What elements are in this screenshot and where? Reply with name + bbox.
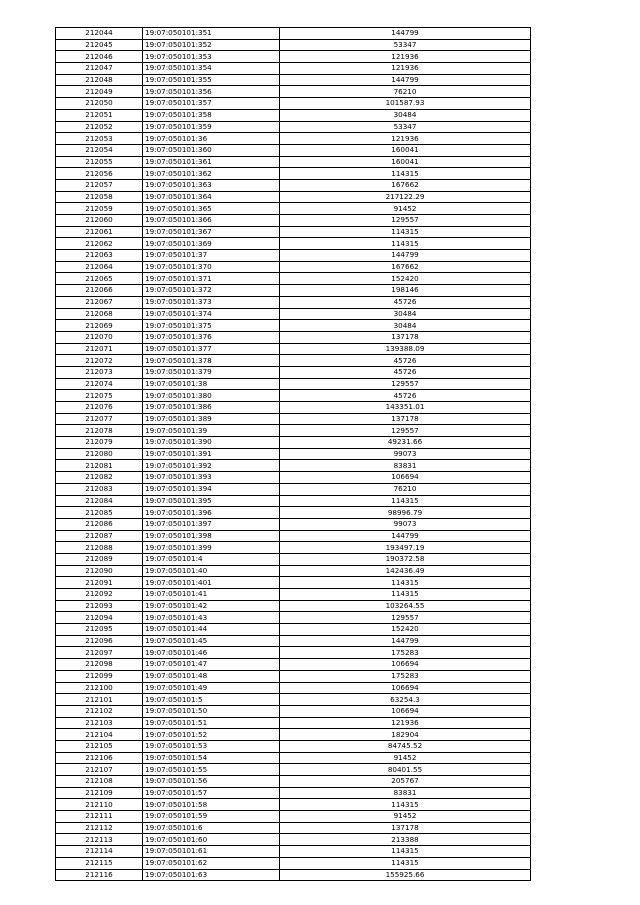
cadastral-number-cell: 19:07:050101:40 — [143, 565, 280, 577]
table-row — [56, 764, 531, 776]
value-cell: 98996.79 — [280, 507, 531, 519]
table-row — [56, 752, 531, 764]
table-row — [56, 811, 531, 823]
value-cell: 99073 — [280, 518, 531, 530]
cadastral-number-cell: 19:07:050101:42 — [143, 600, 280, 612]
table-row — [56, 74, 531, 86]
table-row — [56, 250, 531, 262]
cadastral-number-cell: 19:07:050101:392 — [143, 460, 280, 472]
table-row — [56, 483, 531, 495]
cadastral-number-cell: 19:07:050101:54 — [143, 752, 280, 764]
table-body — [56, 28, 531, 881]
row-id-cell: 212078 — [56, 425, 143, 437]
row-id-cell: 212067 — [56, 296, 143, 308]
row-id-cell: 212052 — [56, 121, 143, 133]
value-cell: 137178 — [280, 331, 531, 343]
cadastral-number-cell: 19:07:050101:370 — [143, 261, 280, 273]
cadastral-number-cell: 19:07:050101:53 — [143, 740, 280, 752]
value-cell: 30484 — [280, 109, 531, 121]
table-row — [56, 144, 531, 156]
value-cell: 175283 — [280, 670, 531, 682]
value-cell: 160041 — [280, 144, 531, 156]
cadastral-number-cell: 19:07:050101:389 — [143, 413, 280, 425]
cadastral-number-cell: 19:07:050101:52 — [143, 729, 280, 741]
value-cell: 45726 — [280, 390, 531, 402]
value-cell: 103264.55 — [280, 600, 531, 612]
table-row — [56, 834, 531, 846]
cadastral-number-cell: 19:07:050101:399 — [143, 542, 280, 554]
value-cell: 175283 — [280, 647, 531, 659]
value-cell: 129557 — [280, 215, 531, 227]
cadastral-number-cell: 19:07:050101:61 — [143, 846, 280, 858]
value-cell: 142436.49 — [280, 565, 531, 577]
table-row — [56, 577, 531, 589]
data-table — [55, 27, 531, 881]
table-row — [56, 495, 531, 507]
row-id-cell: 212044 — [56, 28, 143, 40]
cadastral-number-cell: 19:07:050101:362 — [143, 168, 280, 180]
row-id-cell: 212076 — [56, 402, 143, 414]
cadastral-number-cell: 19:07:050101:359 — [143, 121, 280, 133]
cadastral-number-cell: 19:07:050101:352 — [143, 39, 280, 51]
value-cell: 106694 — [280, 472, 531, 484]
row-id-cell: 212112 — [56, 822, 143, 834]
value-cell: 83831 — [280, 787, 531, 799]
cadastral-number-cell: 19:07:050101:401 — [143, 577, 280, 589]
row-id-cell: 212094 — [56, 612, 143, 624]
value-cell: 121936 — [280, 717, 531, 729]
cadastral-number-cell: 19:07:050101:363 — [143, 179, 280, 191]
value-cell: 114315 — [280, 577, 531, 589]
table-row — [56, 86, 531, 98]
table-row — [56, 378, 531, 390]
value-cell: 213388 — [280, 834, 531, 846]
table-row — [56, 226, 531, 238]
value-cell: 76210 — [280, 86, 531, 98]
cadastral-number-cell: 19:07:050101:360 — [143, 144, 280, 156]
table-row — [56, 553, 531, 565]
cadastral-number-cell: 19:07:050101:39 — [143, 425, 280, 437]
table-row — [56, 729, 531, 741]
cadastral-number-cell: 19:07:050101:49 — [143, 682, 280, 694]
row-id-cell: 212103 — [56, 717, 143, 729]
value-cell: 129557 — [280, 612, 531, 624]
cadastral-number-cell: 19:07:050101:57 — [143, 787, 280, 799]
row-id-cell: 212095 — [56, 624, 143, 636]
row-id-cell: 212100 — [56, 682, 143, 694]
table-row — [56, 366, 531, 378]
cadastral-number-cell: 19:07:050101:361 — [143, 156, 280, 168]
table-row — [56, 659, 531, 671]
row-id-cell: 212098 — [56, 659, 143, 671]
table-row — [56, 518, 531, 530]
row-id-cell: 212101 — [56, 694, 143, 706]
row-id-cell: 212090 — [56, 565, 143, 577]
value-cell: 30484 — [280, 320, 531, 332]
value-cell: 205767 — [280, 776, 531, 788]
row-id-cell: 212070 — [56, 331, 143, 343]
table-row — [56, 308, 531, 320]
table-row — [56, 320, 531, 332]
cadastral-number-cell: 19:07:050101:373 — [143, 296, 280, 308]
value-cell: 49231.66 — [280, 437, 531, 449]
table-row — [56, 191, 531, 203]
table-row — [56, 460, 531, 472]
value-cell: 53347 — [280, 39, 531, 51]
value-cell: 45726 — [280, 355, 531, 367]
row-id-cell: 212114 — [56, 846, 143, 858]
cadastral-number-cell: 19:07:050101:394 — [143, 483, 280, 495]
table-row — [56, 109, 531, 121]
table-row — [56, 869, 531, 881]
table-row — [56, 787, 531, 799]
table-row — [56, 28, 531, 40]
value-cell: 198146 — [280, 285, 531, 297]
row-id-cell: 212069 — [56, 320, 143, 332]
row-id-cell: 212075 — [56, 390, 143, 402]
value-cell: 121936 — [280, 51, 531, 63]
document-page — [55, 27, 531, 881]
cadastral-number-cell: 19:07:050101:393 — [143, 472, 280, 484]
row-id-cell: 212113 — [56, 834, 143, 846]
cadastral-number-cell: 19:07:050101:58 — [143, 799, 280, 811]
cadastral-number-cell: 19:07:050101:60 — [143, 834, 280, 846]
row-id-cell: 212077 — [56, 413, 143, 425]
cadastral-number-cell: 19:07:050101:43 — [143, 612, 280, 624]
value-cell: 121936 — [280, 63, 531, 75]
table-row — [56, 51, 531, 63]
cadastral-number-cell: 19:07:050101:356 — [143, 86, 280, 98]
value-cell: 76210 — [280, 483, 531, 495]
value-cell: 143351.01 — [280, 402, 531, 414]
value-cell: 182904 — [280, 729, 531, 741]
row-id-cell: 212065 — [56, 273, 143, 285]
cadastral-number-cell: 19:07:050101:63 — [143, 869, 280, 881]
row-id-cell: 212097 — [56, 647, 143, 659]
cadastral-number-cell: 19:07:050101:354 — [143, 63, 280, 75]
table-row — [56, 612, 531, 624]
cadastral-number-cell: 19:07:050101:375 — [143, 320, 280, 332]
row-id-cell: 212106 — [56, 752, 143, 764]
table-row — [56, 168, 531, 180]
table-row — [56, 285, 531, 297]
cadastral-number-cell: 19:07:050101:377 — [143, 343, 280, 355]
value-cell: 91452 — [280, 203, 531, 215]
value-cell: 193497.19 — [280, 542, 531, 554]
row-id-cell: 212116 — [56, 869, 143, 881]
table-row — [56, 776, 531, 788]
value-cell: 84745.52 — [280, 740, 531, 752]
row-id-cell: 212051 — [56, 109, 143, 121]
row-id-cell: 212056 — [56, 168, 143, 180]
table-row — [56, 846, 531, 858]
table-row — [56, 694, 531, 706]
value-cell: 83831 — [280, 460, 531, 472]
cadastral-number-cell: 19:07:050101:357 — [143, 98, 280, 110]
cadastral-number-cell: 19:07:050101:374 — [143, 308, 280, 320]
cadastral-number-cell: 19:07:050101:372 — [143, 285, 280, 297]
cadastral-number-cell: 19:07:050101:378 — [143, 355, 280, 367]
value-cell: 114315 — [280, 589, 531, 601]
value-cell: 114315 — [280, 238, 531, 250]
cadastral-number-cell: 19:07:050101:44 — [143, 624, 280, 636]
row-id-cell: 212111 — [56, 811, 143, 823]
cadastral-number-cell: 19:07:050101:390 — [143, 437, 280, 449]
row-id-cell: 212079 — [56, 437, 143, 449]
cadastral-number-cell: 19:07:050101:4 — [143, 553, 280, 565]
cadastral-number-cell: 19:07:050101:56 — [143, 776, 280, 788]
cadastral-number-cell: 19:07:050101:366 — [143, 215, 280, 227]
table-row — [56, 63, 531, 75]
table-row — [56, 799, 531, 811]
value-cell: 190372.58 — [280, 553, 531, 565]
cadastral-number-cell: 19:07:050101:364 — [143, 191, 280, 203]
cadastral-number-cell: 19:07:050101:51 — [143, 717, 280, 729]
row-id-cell: 212110 — [56, 799, 143, 811]
table-row — [56, 425, 531, 437]
cadastral-number-cell: 19:07:050101:395 — [143, 495, 280, 507]
table-row — [56, 273, 531, 285]
row-id-cell: 212109 — [56, 787, 143, 799]
row-id-cell: 212048 — [56, 74, 143, 86]
value-cell: 106694 — [280, 659, 531, 671]
cadastral-number-cell: 19:07:050101:376 — [143, 331, 280, 343]
table-row — [56, 437, 531, 449]
value-cell: 129557 — [280, 378, 531, 390]
value-cell: 167662 — [280, 261, 531, 273]
table-row — [56, 647, 531, 659]
table-row — [56, 635, 531, 647]
row-id-cell: 212086 — [56, 518, 143, 530]
row-id-cell: 212085 — [56, 507, 143, 519]
cadastral-number-cell: 19:07:050101:397 — [143, 518, 280, 530]
value-cell: 129557 — [280, 425, 531, 437]
row-id-cell: 212057 — [56, 179, 143, 191]
table-row — [56, 542, 531, 554]
row-id-cell: 212064 — [56, 261, 143, 273]
cadastral-number-cell: 19:07:050101:379 — [143, 366, 280, 378]
cadastral-number-cell: 19:07:050101:371 — [143, 273, 280, 285]
row-id-cell: 212073 — [56, 366, 143, 378]
table-row — [56, 705, 531, 717]
value-cell: 155925.66 — [280, 869, 531, 881]
row-id-cell: 212068 — [56, 308, 143, 320]
row-id-cell: 212072 — [56, 355, 143, 367]
cadastral-number-cell: 19:07:050101:358 — [143, 109, 280, 121]
table-row — [56, 565, 531, 577]
table-row — [56, 355, 531, 367]
table-row — [56, 402, 531, 414]
value-cell: 91452 — [280, 752, 531, 764]
row-id-cell: 212088 — [56, 542, 143, 554]
row-id-cell: 212089 — [56, 553, 143, 565]
value-cell: 53347 — [280, 121, 531, 133]
value-cell: 152420 — [280, 273, 531, 285]
cadastral-number-cell: 19:07:050101:6 — [143, 822, 280, 834]
cadastral-number-cell: 19:07:050101:47 — [143, 659, 280, 671]
value-cell: 63254.3 — [280, 694, 531, 706]
cadastral-number-cell: 19:07:050101:41 — [143, 589, 280, 601]
cadastral-number-cell: 19:07:050101:5 — [143, 694, 280, 706]
row-id-cell: 212105 — [56, 740, 143, 752]
row-id-cell: 212074 — [56, 378, 143, 390]
value-cell: 144799 — [280, 635, 531, 647]
value-cell: 30484 — [280, 308, 531, 320]
cadastral-number-cell: 19:07:050101:45 — [143, 635, 280, 647]
row-id-cell: 212093 — [56, 600, 143, 612]
table-row — [56, 530, 531, 542]
cadastral-number-cell: 19:07:050101:37 — [143, 250, 280, 262]
cadastral-number-cell: 19:07:050101:386 — [143, 402, 280, 414]
row-id-cell: 212102 — [56, 705, 143, 717]
value-cell: 144799 — [280, 250, 531, 262]
table-row — [56, 215, 531, 227]
table-row — [56, 121, 531, 133]
value-cell: 144799 — [280, 74, 531, 86]
value-cell: 114315 — [280, 168, 531, 180]
row-id-cell: 212080 — [56, 448, 143, 460]
cadastral-number-cell: 19:07:050101:38 — [143, 378, 280, 390]
row-id-cell: 212059 — [56, 203, 143, 215]
cadastral-number-cell: 19:07:050101:355 — [143, 74, 280, 86]
cadastral-number-cell: 19:07:050101:391 — [143, 448, 280, 460]
value-cell: 101587.93 — [280, 98, 531, 110]
row-id-cell: 212071 — [56, 343, 143, 355]
value-cell: 99073 — [280, 448, 531, 460]
value-cell: 91452 — [280, 811, 531, 823]
value-cell: 144799 — [280, 530, 531, 542]
row-id-cell: 212115 — [56, 857, 143, 869]
table-row — [56, 822, 531, 834]
cadastral-number-cell: 19:07:050101:367 — [143, 226, 280, 238]
value-cell: 45726 — [280, 366, 531, 378]
value-cell: 114315 — [280, 495, 531, 507]
table-row — [56, 261, 531, 273]
table-row — [56, 203, 531, 215]
row-id-cell: 212047 — [56, 63, 143, 75]
table-row — [56, 624, 531, 636]
row-id-cell: 212066 — [56, 285, 143, 297]
row-id-cell: 212104 — [56, 729, 143, 741]
table-row — [56, 296, 531, 308]
row-id-cell: 212061 — [56, 226, 143, 238]
row-id-cell: 212055 — [56, 156, 143, 168]
value-cell: 160041 — [280, 156, 531, 168]
value-cell: 167662 — [280, 179, 531, 191]
row-id-cell: 212058 — [56, 191, 143, 203]
value-cell: 144799 — [280, 28, 531, 40]
row-id-cell: 212046 — [56, 51, 143, 63]
row-id-cell: 212054 — [56, 144, 143, 156]
table-row — [56, 133, 531, 145]
table-row — [56, 331, 531, 343]
value-cell: 137178 — [280, 413, 531, 425]
value-cell: 114315 — [280, 857, 531, 869]
row-id-cell: 212091 — [56, 577, 143, 589]
cadastral-number-cell: 19:07:050101:59 — [143, 811, 280, 823]
table-row — [56, 507, 531, 519]
table-row — [56, 238, 531, 250]
table-row — [56, 857, 531, 869]
table-row — [56, 156, 531, 168]
value-cell: 139388.09 — [280, 343, 531, 355]
value-cell: 45726 — [280, 296, 531, 308]
table-row — [56, 39, 531, 51]
value-cell: 106694 — [280, 682, 531, 694]
value-cell: 114315 — [280, 226, 531, 238]
table-row — [56, 179, 531, 191]
cadastral-number-cell: 19:07:050101:396 — [143, 507, 280, 519]
cadastral-number-cell: 19:07:050101:369 — [143, 238, 280, 250]
value-cell: 152420 — [280, 624, 531, 636]
cadastral-number-cell: 19:07:050101:46 — [143, 647, 280, 659]
value-cell: 80401.55 — [280, 764, 531, 776]
value-cell: 137178 — [280, 822, 531, 834]
row-id-cell: 212053 — [56, 133, 143, 145]
value-cell: 114315 — [280, 799, 531, 811]
value-cell: 114315 — [280, 846, 531, 858]
cadastral-number-cell: 19:07:050101:50 — [143, 705, 280, 717]
value-cell: 121936 — [280, 133, 531, 145]
row-id-cell: 212045 — [56, 39, 143, 51]
cadastral-number-cell: 19:07:050101:62 — [143, 857, 280, 869]
table-row — [56, 413, 531, 425]
cadastral-number-cell: 19:07:050101:398 — [143, 530, 280, 542]
cadastral-number-cell: 19:07:050101:36 — [143, 133, 280, 145]
table-row — [56, 740, 531, 752]
table-row — [56, 472, 531, 484]
table-row — [56, 717, 531, 729]
table-row — [56, 343, 531, 355]
row-id-cell: 212062 — [56, 238, 143, 250]
cadastral-number-cell: 19:07:050101:351 — [143, 28, 280, 40]
row-id-cell: 212107 — [56, 764, 143, 776]
row-id-cell: 212087 — [56, 530, 143, 542]
row-id-cell: 212050 — [56, 98, 143, 110]
value-cell: 106694 — [280, 705, 531, 717]
table-row — [56, 670, 531, 682]
cadastral-number-cell: 19:07:050101:55 — [143, 764, 280, 776]
row-id-cell: 212049 — [56, 86, 143, 98]
row-id-cell: 212063 — [56, 250, 143, 262]
row-id-cell: 212083 — [56, 483, 143, 495]
row-id-cell: 212108 — [56, 776, 143, 788]
table-row — [56, 448, 531, 460]
table-row — [56, 589, 531, 601]
cadastral-number-cell: 19:07:050101:48 — [143, 670, 280, 682]
row-id-cell: 212084 — [56, 495, 143, 507]
cadastral-number-cell: 19:07:050101:365 — [143, 203, 280, 215]
row-id-cell: 212081 — [56, 460, 143, 472]
row-id-cell: 212096 — [56, 635, 143, 647]
row-id-cell: 212099 — [56, 670, 143, 682]
cadastral-number-cell: 19:07:050101:353 — [143, 51, 280, 63]
row-id-cell: 212082 — [56, 472, 143, 484]
row-id-cell: 212060 — [56, 215, 143, 227]
value-cell: 217122.29 — [280, 191, 531, 203]
table-row — [56, 98, 531, 110]
cadastral-number-cell: 19:07:050101:380 — [143, 390, 280, 402]
table-row — [56, 682, 531, 694]
table-row — [56, 390, 531, 402]
row-id-cell: 212092 — [56, 589, 143, 601]
table-row — [56, 600, 531, 612]
